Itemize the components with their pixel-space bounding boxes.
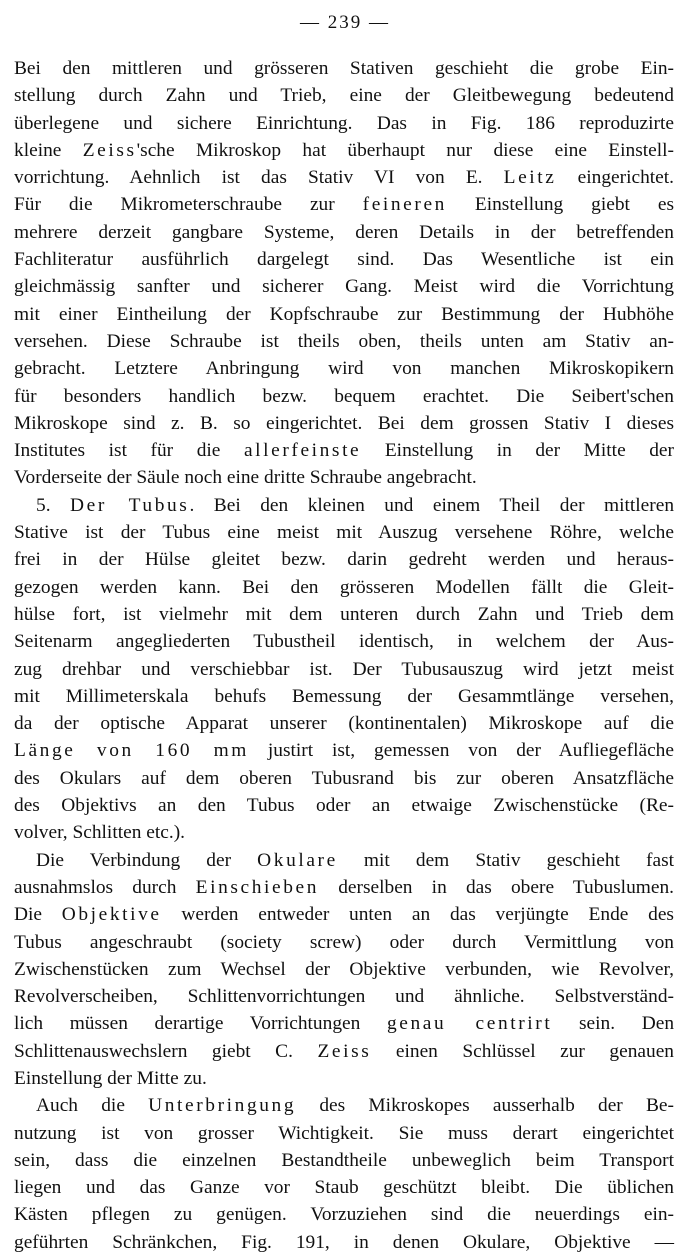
text-line: Seitenarm angegliederten Tubustheil identisch, in welchem der Aus- [14,631,674,653]
text-line: Kästen pflegen zu genügen. Vorzuziehen sind die neuerdings ein- [14,1204,674,1226]
spaced-emphasis: Objektive [61,904,162,926]
text-segment: werden entweder unten an das verjüngte Ende des [161,904,674,926]
text-segment: Auch die [36,1095,149,1117]
text-line: mehrere derzeit gangbare Systeme, deren Details in der betreffenden [14,221,674,243]
spaced-emphasis: genau centrirt [386,1013,553,1035]
text-line: volver, Schlitten etc.). [14,822,185,844]
text-line [14,737,674,764]
text-segment: ausnahmslos durch [14,876,196,898]
text-line: stellung durch Zahn und Trieb, eine der Gleitbewegung bedeutend [14,85,674,107]
text-line: sein, dass die einzelnen Bestandtheile unbeweglich beim Transport [14,1149,674,1171]
text-line [14,874,674,901]
text-line: Mikroskope sind z. B. so eingerichtet. Bei dem grossen Stativ I dieses [14,412,674,434]
text-segment: . Bei den kleinen und einem Theil der mittleren [189,494,675,516]
text-line: versehen. Diese Schraube ist theils oben, theils unten am Stativ an- [14,330,674,352]
spaced-emphasis: Unterbringung [148,1095,297,1117]
text-segment: lich müssen derartige Vorrichtungen [14,1013,387,1035]
spaced-emphasis: Einschieben [195,876,320,898]
text-line: gebracht. Letztere Anbringung wird von manchen Mikroskopikern [14,358,674,380]
text-segment: vorrichtung. Aehnlich ist das Stativ VI von E. [14,167,504,189]
text-segment: derselben in das obere Tubuslumen. [319,876,674,898]
text-line: gleichmässig sanfter und sicherer Gang. Meist wird die Vorrichtung [14,276,674,298]
text-line: Stative ist der Tubus eine meist mit Auszug versehene Röhre, welche [14,522,674,544]
text-line: Revolverscheiben, Schlittenvorrichtungen und ähnliche. Selbstverständ- [14,986,674,1008]
text-segment: Schlittenauswechslern giebt C. [14,1040,318,1062]
text-line: gezogen werden kann. Bei den grösseren Modellen fällt die Gleit- [14,576,674,598]
text-segment: Für die Mikrometerschraube zur [14,194,363,216]
text-line: liegen und das Ganze vor Staub geschützt bleibt. Die üblichen [14,1177,674,1199]
text-line: Vorderseite der Säule noch eine dritte Schraube angebracht. [14,467,477,489]
text-line: mit Millimeterskala behufs Bemessung der Gesammtlänge versehen, [14,685,674,707]
text-line: zug drehbar und verschiebbar ist. Der Tubusauszug wird jetzt meist [14,658,674,680]
text-segment: 'sche Mikroskop hat überhaupt nur diese eine Einstell- [136,139,674,161]
text-line: Bei den mittleren und grösseren Stativen geschieht die grobe Ein- [14,58,674,79]
text-line: Einstellung der Mitte zu. [14,1067,207,1089]
text-segment: sein. Den [552,1013,675,1035]
text-segment: einen Schlüssel zur genauen [371,1040,674,1062]
text-line [14,437,674,464]
text-segment: kleine [14,139,83,161]
text-line: überlegene und sichere Einrichtung. Das in Fig. 186 reproduzirte [14,112,674,134]
text-line: hülse fort, ist vielmehr mit dem unteren durch Zahn und Trieb dem [14,603,674,625]
text-line: Fachliteratur ausführlich dargelegt sind. Das Wesentliche ist ein [14,249,674,271]
spaced-emphasis: Leitz [503,167,557,189]
text-segment: eingerichtet. [556,167,674,189]
text-segment: Die Verbindung der [36,849,258,871]
spaced-emphasis: Der Tubus [70,494,190,516]
text-line [14,137,674,164]
spaced-emphasis: allerfeinste [243,440,362,462]
text-segment: Einstellung giebt es [446,194,674,216]
text-segment: justirt ist, gemessen von der Aufliegefläche [249,740,674,762]
text-line [14,164,674,191]
text-line [14,1092,674,1119]
text-segment: Einstellung in der Mitte der [361,440,674,462]
text-line [14,1010,674,1037]
text-segment: Institutes ist für die [14,440,244,462]
spaced-emphasis: Zeiss [82,139,137,161]
text-line: Zwischenstücken zum Wechsel der Objektive verbunden, wie Revolver, [14,958,674,980]
body-text [14,55,674,1256]
text-line [14,901,674,928]
text-line [14,492,674,519]
text-segment: des Mikroskopes ausserhalb der Be- [296,1095,674,1117]
text-line: nutzung ist von grosser Wichtigkeit. Sie muss derart eingerichtet [14,1122,674,1144]
text-segment: mit dem Stativ geschieht fast [337,849,675,871]
text-line: frei in der Hülse gleitet bezw. darin gedreht werden und heraus- [14,549,674,571]
text-line: des Okulars auf dem oberen Tubusrand bis zur oberen Ansatzfläche [14,767,674,789]
text-line [14,1038,674,1065]
text-line: für besonders handlich bezw. bequem erachtet. Die Seibert'schen [14,385,674,407]
spaced-emphasis: Okulare [257,849,338,871]
spaced-emphasis: Zeiss [317,1040,372,1062]
text-line: des Objektivs an den Tubus oder an etwaige Zwischenstücke (Re- [14,795,674,817]
text-line [14,191,674,218]
text-segment: 5. [36,494,71,516]
text-line: da der optische Apparat unserer (kontinentalen) Mikroskope auf die [14,713,674,735]
spaced-emphasis: feineren [362,194,447,216]
text-segment: Die [14,904,62,926]
text-line [14,847,674,874]
text-line: geführten Schränkchen, Fig. 191, in denen Okulare, Objektive — [14,1231,674,1253]
text-line: Tubus angeschraubt (society screw) oder durch Vermittlung von [14,931,674,953]
spaced-emphasis: Länge von 160 mm [14,740,249,762]
text-line: mit einer Eintheilung der Kopfschraube zur Bestimmung der Hubhöhe [14,303,674,325]
page-number: — 239 — [300,12,390,33]
